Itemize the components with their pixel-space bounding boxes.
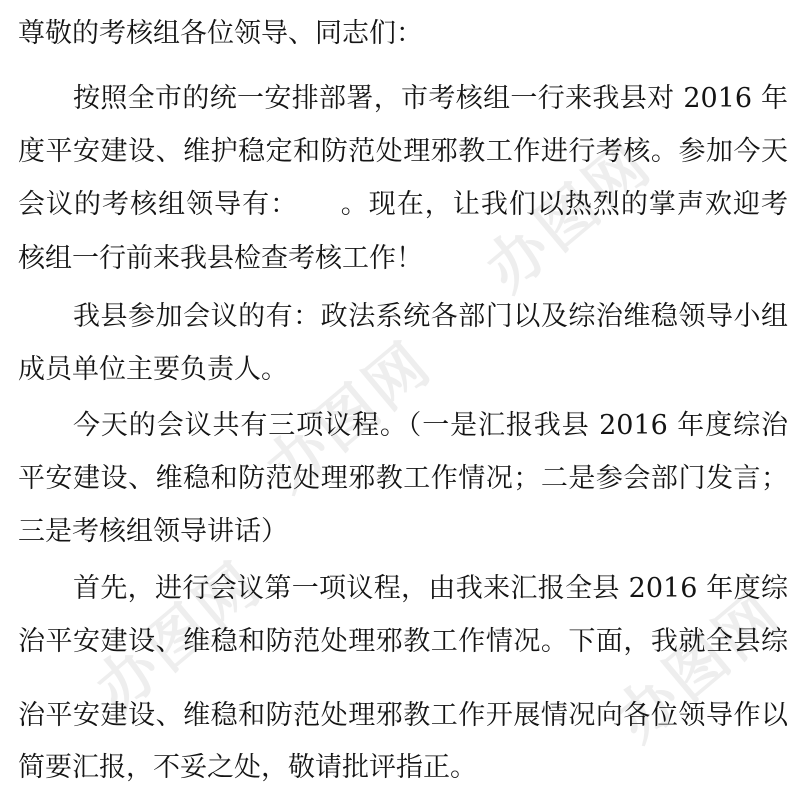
paragraph-line: 首先，进行会议第一项议程，由我来汇报全县 2016 年度综 <box>73 573 788 604</box>
watermark: 办图网 <box>253 328 446 506</box>
paragraph-line: 我县参加会议的有：政法系统各部门以及综治维稳领导小组 <box>73 301 788 332</box>
watermark: 办图网 <box>83 548 276 726</box>
paragraph-line: 平安建设、维稳和防范处理邪教工作情况；二是参会部门发言； <box>18 463 788 494</box>
watermark: 办图网 <box>473 128 666 306</box>
paragraph-line: 会议的考核组领导有： 。现在，让我们以热烈的掌声欢迎考 <box>18 189 788 220</box>
paragraph-line: 治平安建设、维稳和防范处理邪教工作情况。下面，我就全县综 <box>18 626 788 657</box>
paragraph-line: 三是考核组领导讲话） <box>18 516 288 547</box>
watermark: 办图网 <box>603 578 796 756</box>
paragraph-line: 治平安建设、维稳和防范处理邪教工作开展情况向各位领导作以 <box>18 700 788 731</box>
paragraph-line: 度平安建设、维护稳定和防范处理邪教工作进行考核。参加今天 <box>18 136 788 167</box>
paragraph-line: 按照全市的统一安排部署，市考核组一行来我县对 2016 年 <box>73 83 788 114</box>
paragraph-line: 核组一行前来我县检查考核工作！ <box>18 243 423 274</box>
salutation-line: 尊敬的考核组各位领导、同志们： <box>18 18 423 49</box>
paragraph-line: 成员单位主要负责人。 <box>18 354 288 385</box>
paragraph-line: 今天的会议共有三项议程。（一是汇报我县 2016 年度综治 <box>73 410 788 441</box>
paragraph-line: 简要汇报，不妥之处，敬请批评指正。 <box>18 752 477 783</box>
